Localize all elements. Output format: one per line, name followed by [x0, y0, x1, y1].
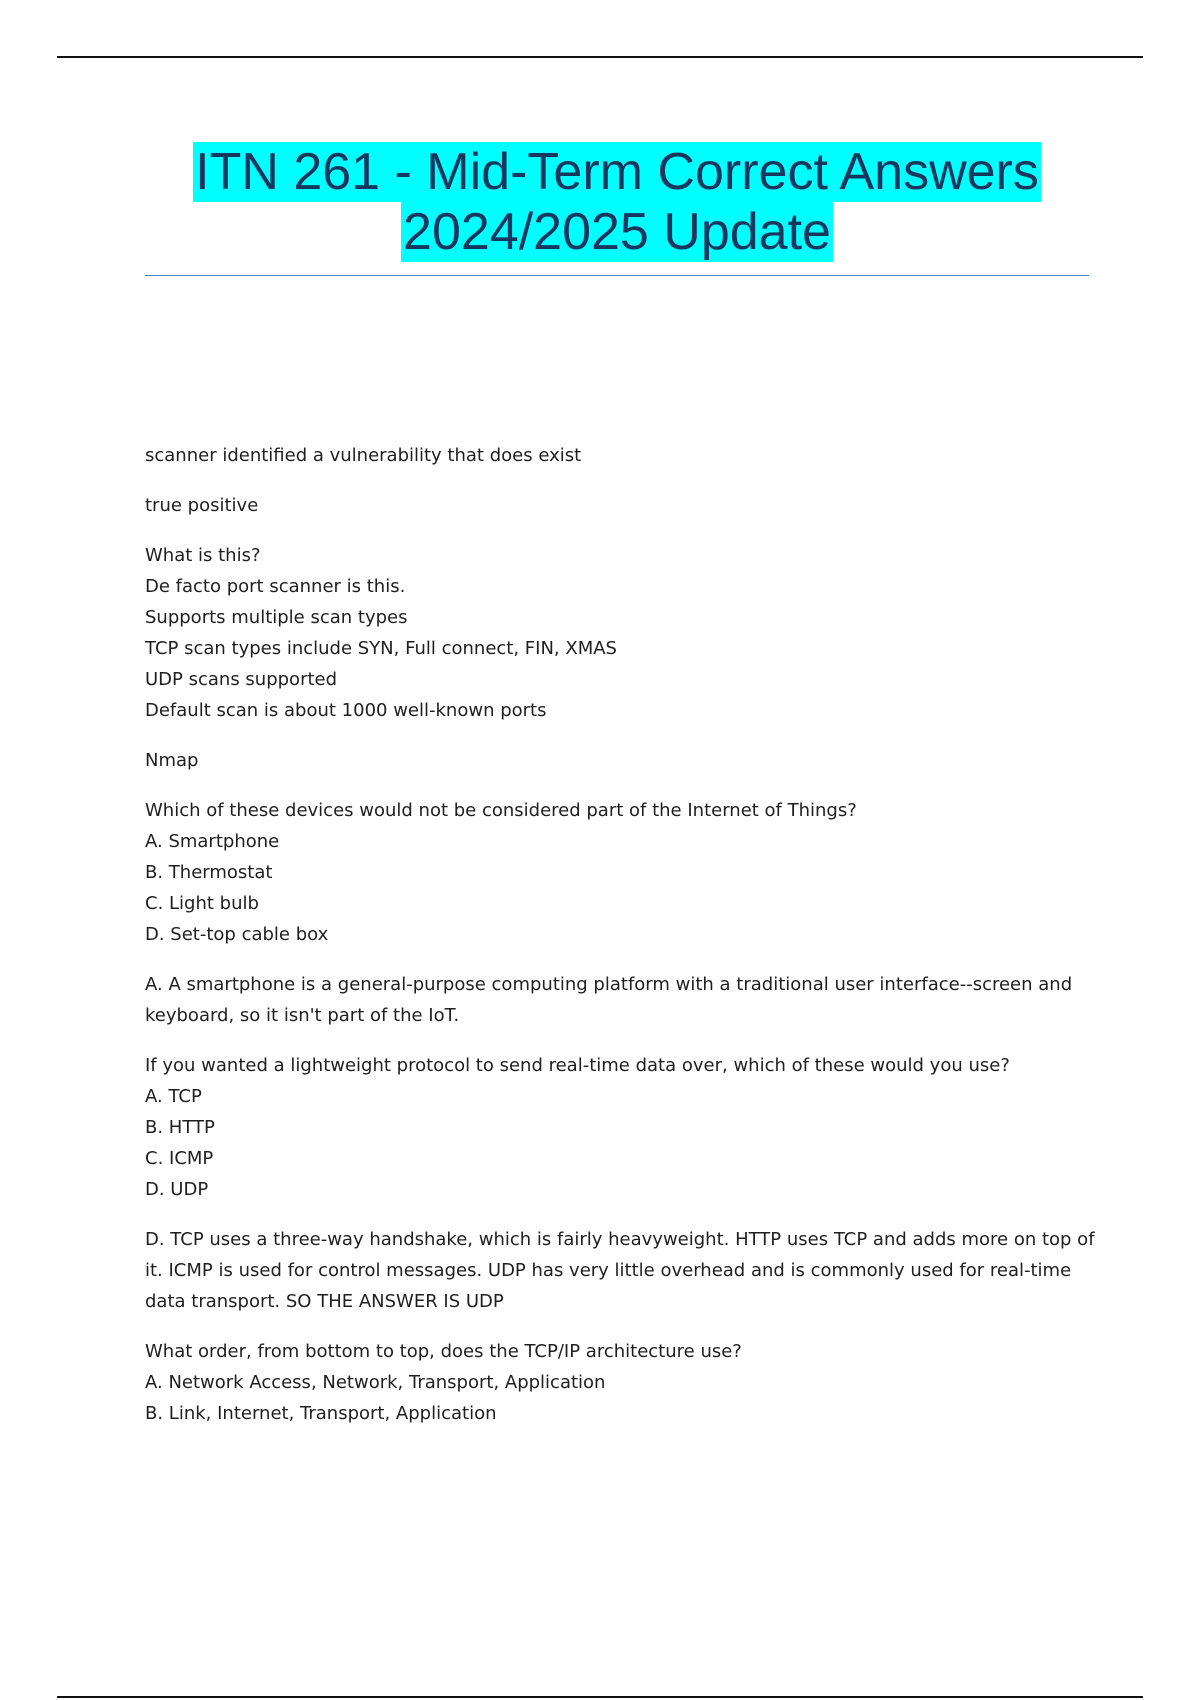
text-line: What order, from bottom to top, does the TCP/IP architecture use? — [145, 1341, 742, 1362]
paragraph — [145, 1224, 1100, 1317]
document-title — [145, 142, 1089, 262]
paragraph — [145, 440, 1100, 471]
text-line: Nmap — [145, 750, 199, 771]
text-line: B. HTTP — [145, 1117, 215, 1138]
paragraph — [145, 795, 1100, 950]
text-line: B. Thermostat — [145, 862, 273, 883]
text-line: De facto port scanner is this. — [145, 576, 406, 597]
paragraph — [145, 745, 1100, 776]
text-line: true positive — [145, 495, 259, 516]
document-body — [145, 440, 1100, 1448]
text-line: C. Light bulb — [145, 893, 259, 914]
page-top-rule — [57, 56, 1143, 58]
text-line: Default scan is about 1000 well-known ports — [145, 700, 547, 721]
text-line: If you wanted a lightweight protocol to send real-time data over, which of these would you use? — [145, 1055, 1010, 1076]
text-paragraph: A. A smartphone is a general-purpose computing platform with a traditional user interface--screen and keyboard, so it isn't part of the IoT. — [145, 974, 1073, 1026]
text-line: Which of these devices would not be considered part of the Internet of Things? — [145, 800, 857, 821]
paragraph — [145, 540, 1100, 726]
text-line: Supports multiple scan types — [145, 607, 408, 628]
text-line: What is this? — [145, 545, 261, 566]
text-line: A. Network Access, Network, Transport, Application — [145, 1372, 606, 1393]
text-line: C. ICMP — [145, 1148, 214, 1169]
text-line: D. Set-top cable box — [145, 924, 329, 945]
text-line: UDP scans supported — [145, 669, 338, 690]
text-line: TCP scan types include SYN, Full connect, FIN, XMAS — [145, 638, 617, 659]
text-paragraph: D. TCP uses a three-way handshake, which is fairly heavyweight. HTTP uses TCP and adds more on top of it. ICMP is used for control messages. UDP has very little overhead and is commonly used for real-time data transport. SO THE ANSWER IS UDP — [145, 1229, 1095, 1312]
text-line: scanner identified a vulnerability that does exist — [145, 445, 582, 466]
title-underline — [145, 275, 1089, 276]
text-line: A. Smartphone — [145, 831, 280, 852]
text-line: B. Link, Internet, Transport, Application — [145, 1403, 497, 1424]
title-line-1: ITN 261 - Mid-Term Correct Answers — [195, 143, 1039, 201]
title-line-2: 2024/2025 Update — [403, 203, 831, 261]
page-bottom-rule — [57, 1696, 1143, 1698]
text-line: A. TCP — [145, 1086, 202, 1107]
paragraph — [145, 969, 1100, 1031]
paragraph — [145, 490, 1100, 521]
paragraph — [145, 1050, 1100, 1205]
paragraph — [145, 1336, 1100, 1429]
text-line: D. UDP — [145, 1179, 209, 1200]
